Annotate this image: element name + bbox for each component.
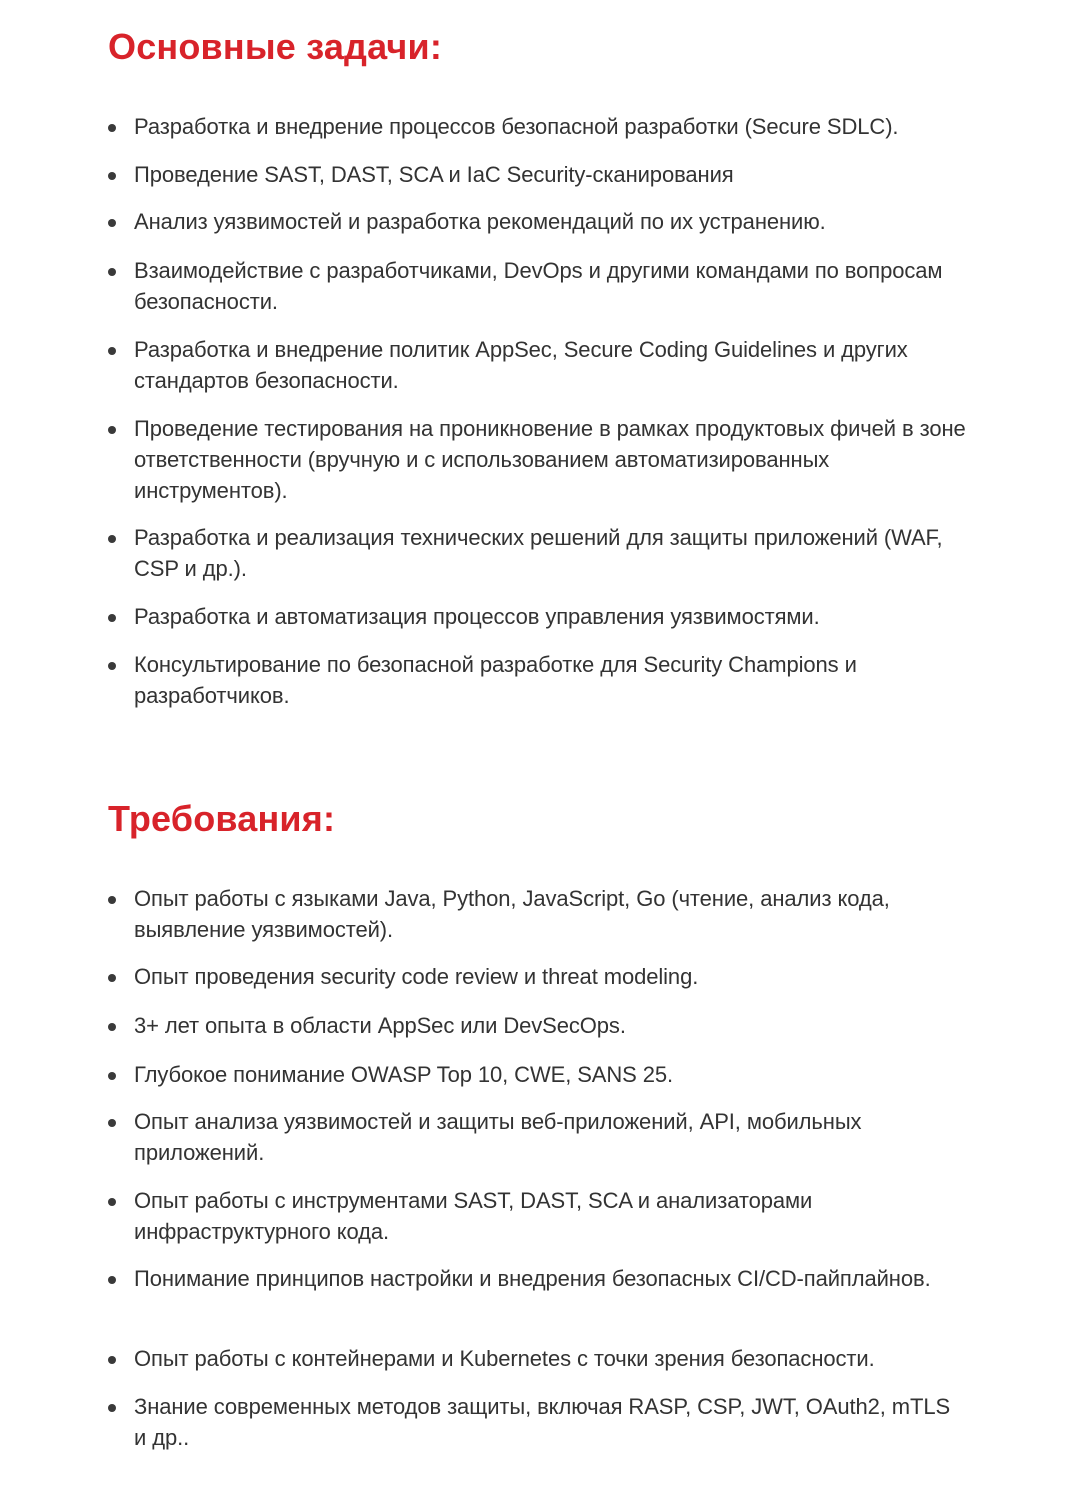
list-item-text: Анализ уязвимостей и разработка рекомендаций по их устранению.: [134, 209, 826, 234]
section-title-requirements: Требования:: [108, 798, 336, 839]
list-item-text: Разработка и внедрение процессов безопасной разработки (Secure SDLC).: [134, 114, 899, 139]
list-item-text: Проведение тестирования на проникновение в рамках продуктовых фичей в зоне ответственности (вручную и с использованием автоматизированных инструментов).: [134, 416, 966, 503]
bullet-icon: [108, 1198, 116, 1206]
list-item-text: Опыт работы с языками Java, Python, JavaScript, Go (чтение, анализ кода, выявление уязвимостей).: [134, 886, 890, 942]
bullet-icon: [108, 172, 116, 180]
list-item-text: Опыт проведения security code review и threat modeling.: [134, 964, 699, 989]
list-item-text: Разработка и автоматизация процессов управления уязвимостями.: [134, 604, 820, 629]
section-title-main-tasks: Основные задачи:: [108, 26, 443, 67]
bullet-icon: [108, 974, 116, 982]
list-item-text: Понимание принципов настройки и внедрения безопасных CI/CD-пайплайнов.: [134, 1266, 931, 1291]
bullet-icon: [108, 1404, 116, 1412]
bullet-icon: [108, 1119, 116, 1127]
bullet-icon: [108, 1023, 116, 1031]
bullet-icon: [108, 426, 116, 434]
list-item-text: Консультирование по безопасной разработке для Security Champions и разработчиков.: [134, 652, 857, 708]
bullet-icon: [108, 219, 116, 227]
bullet-icon: [108, 614, 116, 622]
bullet-icon: [108, 535, 116, 543]
bullet-icon: [108, 268, 116, 276]
list-item-text: Взаимодействие с разработчиками, DevOps и другими командами по вопросам безопасности.: [134, 258, 943, 314]
list-item-text: Разработка и реализация технических решений для защиты приложений (WAF, CSP и др.).: [134, 525, 943, 581]
list-item-text: 3+ лет опыта в области AppSec или DevSecOps.: [134, 1013, 626, 1038]
bullet-icon: [108, 662, 116, 670]
list-item-text: Разработка и внедрение политик AppSec, Secure Coding Guidelines и других стандартов безопасности.: [134, 337, 908, 393]
bullet-icon: [108, 1356, 116, 1364]
bullet-icon: [108, 1276, 116, 1284]
bullet-icon: [108, 124, 116, 132]
list-item-text: Проведение SAST, DAST, SCA и IaC Security-сканирования: [134, 162, 734, 187]
list-item-text: Глубокое понимание OWASP Top 10, CWE, SANS 25.: [134, 1062, 674, 1087]
list-item-text: Знание современных методов защиты, включая RASP, CSP, JWT, OAuth2, mTLS и др..: [134, 1394, 951, 1450]
bullet-icon: [108, 1072, 116, 1080]
list-item-text: Опыт анализа уязвимостей и защиты веб-приложений, API, мобильных приложений.: [134, 1109, 862, 1165]
bullet-icon: [108, 347, 116, 355]
bullet-icon: [108, 896, 116, 904]
list-item-text: Опыт работы с инструментами SAST, DAST, SCA и анализаторами инфраструктурного кода.: [134, 1188, 813, 1244]
list-item-text: Опыт работы с контейнерами и Kubernetes с точки зрения безопасности.: [134, 1346, 875, 1371]
